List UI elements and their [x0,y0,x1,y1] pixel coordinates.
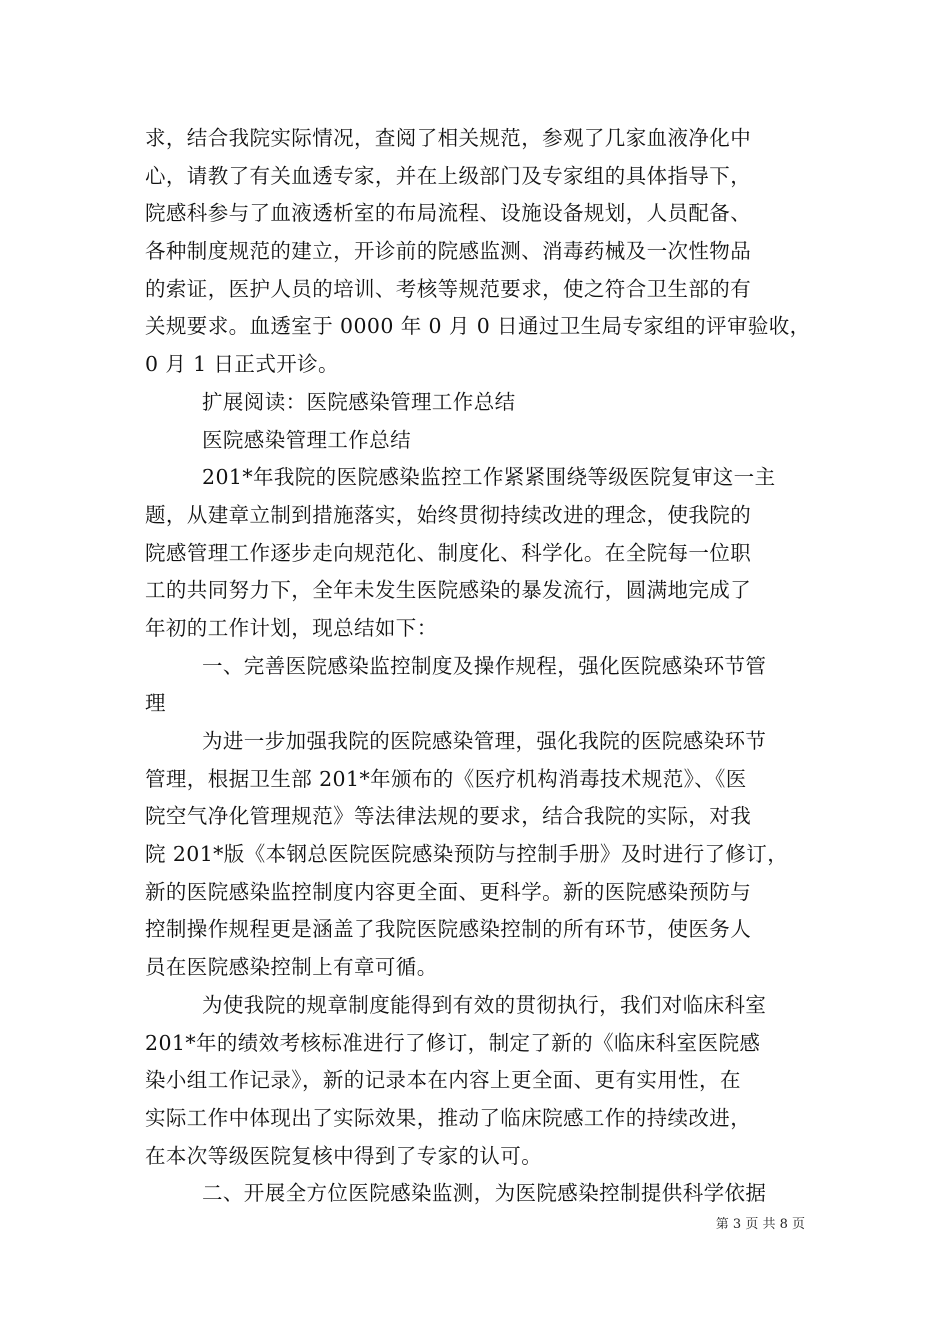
text-line: 管理，根据卫生部 201*年颁布的《医疗机构消毒技术规范》、《医 [145,766,747,791]
text-line: 心，请教了有关血透专家，并在上级部门及专家组的具体指导下， [145,163,752,188]
text-line: 0 月 1 日正式开诊。 [145,352,339,377]
text-line: 为使我院的规章制度能得到有效的贯彻执行，我们对临床科室 [202,992,767,1017]
page-number: 第 3 页 共 8 页 [715,1217,805,1232]
text-line: 一、完善医院感染监控制度及操作规程，强化医院感染环节管 [202,653,767,678]
text-line: 各种制度规范的建立，开诊前的院感监测、消毒药械及一次性物品 [145,239,752,264]
text-line: 年初的工作计划，现总结如下： [145,615,438,640]
text-line: 员在医院感染控制上有章可循。 [145,955,438,980]
text-line: 控制操作规程更是涵盖了我院医院感染控制的所有环节，使医务人 [145,917,752,942]
text-line: 的索证，医护人员的培训、考核等规范要求，使之符合卫生部的有 [145,276,752,301]
text-line: 工的共同努力下，全年未发生医院感染的暴发流行，圆满地完成了 [145,578,752,603]
text-line: 201*年的绩效考核标准进行了修订，制定了新的《临床科室医院感 [145,1030,761,1055]
text-line: 理 [145,691,166,716]
document-body [145,120,815,1213]
text-line: 染小组工作记录》，新的记录本在内容上更全面、更有实用性，在 [145,1068,741,1093]
text-line: 新的医院感染监控制度内容更全面、更科学。新的医院感染预防与 [145,879,752,904]
text-line: 二、开展全方位医院感染监测，为医院感染控制提供科学依据 [202,1181,767,1206]
text-line: 题，从建章立制到措施落实，始终贯彻持续改进的理念，使我院的 [145,502,752,527]
text-line: 在本次等级医院复核中得到了专家的认可。 [145,1143,543,1168]
text-line: 扩展阅读：医院感染管理工作总结 [202,389,516,414]
text-line: 为进一步加强我院的医院感染管理，强化我院的医院感染环节 [202,729,767,753]
text-line: 实际工作中体现出了实际效果，推动了临床院感工作的持续改进， [145,1105,752,1130]
text-line: 院空气净化管理规范》等法律法规的要求，结合我院的实际，对我 [145,804,752,829]
text-line: 院感管理工作逐步走向规范化、制度化、科学化。在全院每一位职 [145,540,752,565]
text-line: 院 201*版《本钢总医院医院感染预防与控制手册》及时进行了修订， [145,842,789,867]
text-line: 医院感染管理工作总结 [202,427,411,452]
text-line: 院感科参与了血液透析室的布局流程、设施设备规划，人员配备、 [145,201,752,226]
text-line: 201*年我院的医院感染监控工作紧紧围绕等级医院复审这一主 [202,465,776,490]
text-line: 关规要求。血透室于 0000 年 0 月 0 日通过卫生局专家组的评审验收， [145,314,811,339]
text-line: 求，结合我院实际情况，查阅了相关规范，参观了几家血液净化中 [145,126,752,150]
